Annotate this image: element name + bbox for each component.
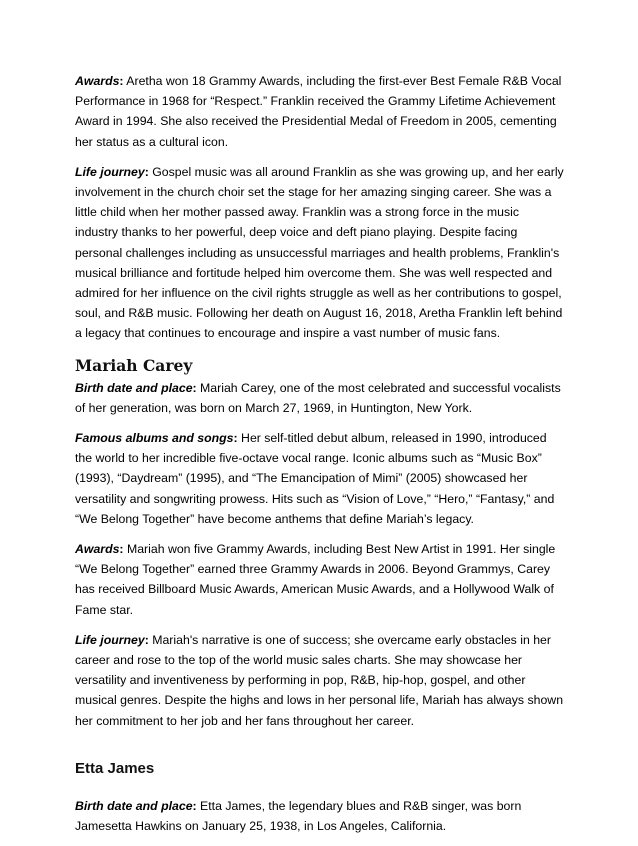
etta-birth-label: Birth date and place <box>75 798 193 813</box>
label-colon: : <box>233 431 238 446</box>
mariah-birth-text: Mariah Carey, one of the most celebrated and successful vocalists of her generation, was born on March 27, 1969, in Huntington, New York. <box>75 380 561 415</box>
aretha-life-journey-paragraph <box>75 162 565 344</box>
aretha-life-journey-text: Gospel music was all around Franklin as she was growing up, and her early involvement in the church choir set the stage for her amazing singing career. She was a little child when her mother passed away. Franklin was a strong force in the music industry thanks to her powerful, deep voice and deft piano playing. Despite facing personal challenges including as unsuccessful marriages and health problems, Franklin's musical brilliance and fortitude helped him overcome them. She was well respected and admired for her influence on the civil rights struggle as well as her contributions to gospel, soul, and R&B music. Following her death on August 16, 2018, Aretha Franklin left behind a legacy that continues to encourage and inspire a vast number of music fans. <box>75 164 564 341</box>
mariah-albums-text: Her self-titled debut album, released in 1990, introduced the world to her incredible five-octave vocal range. Iconic albums such as “Music Box” (1993), “Daydream” (1995), and “The Emancipation of Mimi” (2005) showcased her versatility and songwriting prowess. Hits such as “Vision of Love,” “Hero,” “Fantasy,” and “We Belong Together” have become anthems that define Mariah’s legacy. <box>75 431 555 526</box>
mariah-life-journey-paragraph <box>75 630 565 731</box>
label-colon: : <box>119 74 124 88</box>
etta-birth-paragraph <box>75 796 565 836</box>
document-page <box>75 71 565 846</box>
mariah-carey-heading: Mariah Carey <box>75 355 193 375</box>
label-colon: : <box>144 632 149 647</box>
mariah-awards-paragraph <box>75 539 565 620</box>
mariah-albums-label: Famous albums and songs <box>75 431 234 446</box>
mariah-birth-paragraph <box>75 378 565 418</box>
label-colon: : <box>119 542 124 557</box>
mariah-awards-text: Mariah won five Grammy Awards, including Best New Artist in 1991. Her single “We Belong Together” earned three Grammy Awards in 2006. Beyond Grammys, Carey has received Billboard Music Awards, American Music Awards, and a Hollywood Walk of Fame star. <box>75 542 556 617</box>
aretha-awards-paragraph <box>75 71 565 152</box>
aretha-awards-text: Aretha won 18 Grammy Awards, including the first-ever Best Female R&B Vocal Performance in 1968 for “Respect.” Franklin received the Grammy Lifetime Achievement Award in 1994. She also received the Presidential Medal of Freedom in 2005, cementing her status as a cultural icon. <box>75 74 562 149</box>
aretha-life-journey-label: Life journey <box>75 164 145 179</box>
label-colon: : <box>192 380 197 395</box>
label-colon: : <box>192 798 197 813</box>
mariah-life-journey-text: Mariah's narrative is one of success; she overcame early obstacles in her career and rose to the top of the world music sales charts. She may showcase her versatility and inventiveness by performing in pop, R&B, hip-hop, gospel, and other musical genres. Despite the highs and lows in her personal life, Mariah has always shown her commitment to her job and her fans throughout her career. <box>75 632 564 728</box>
etta-birth-text: Etta James, the legendary blues and R&B singer, was born Jamesetta Hawkins on January 25, 1938, in Los Angeles, California. <box>75 798 522 834</box>
mariah-life-journey-label: Life journey <box>75 632 145 647</box>
aretha-awards-label: Awards <box>75 74 120 88</box>
mariah-awards-label: Awards <box>75 542 120 557</box>
mariah-birth-label: Birth date and place <box>75 380 193 395</box>
etta-james-heading: Etta James <box>75 759 155 777</box>
label-colon: : <box>144 164 149 179</box>
mariah-albums-paragraph <box>75 428 565 529</box>
